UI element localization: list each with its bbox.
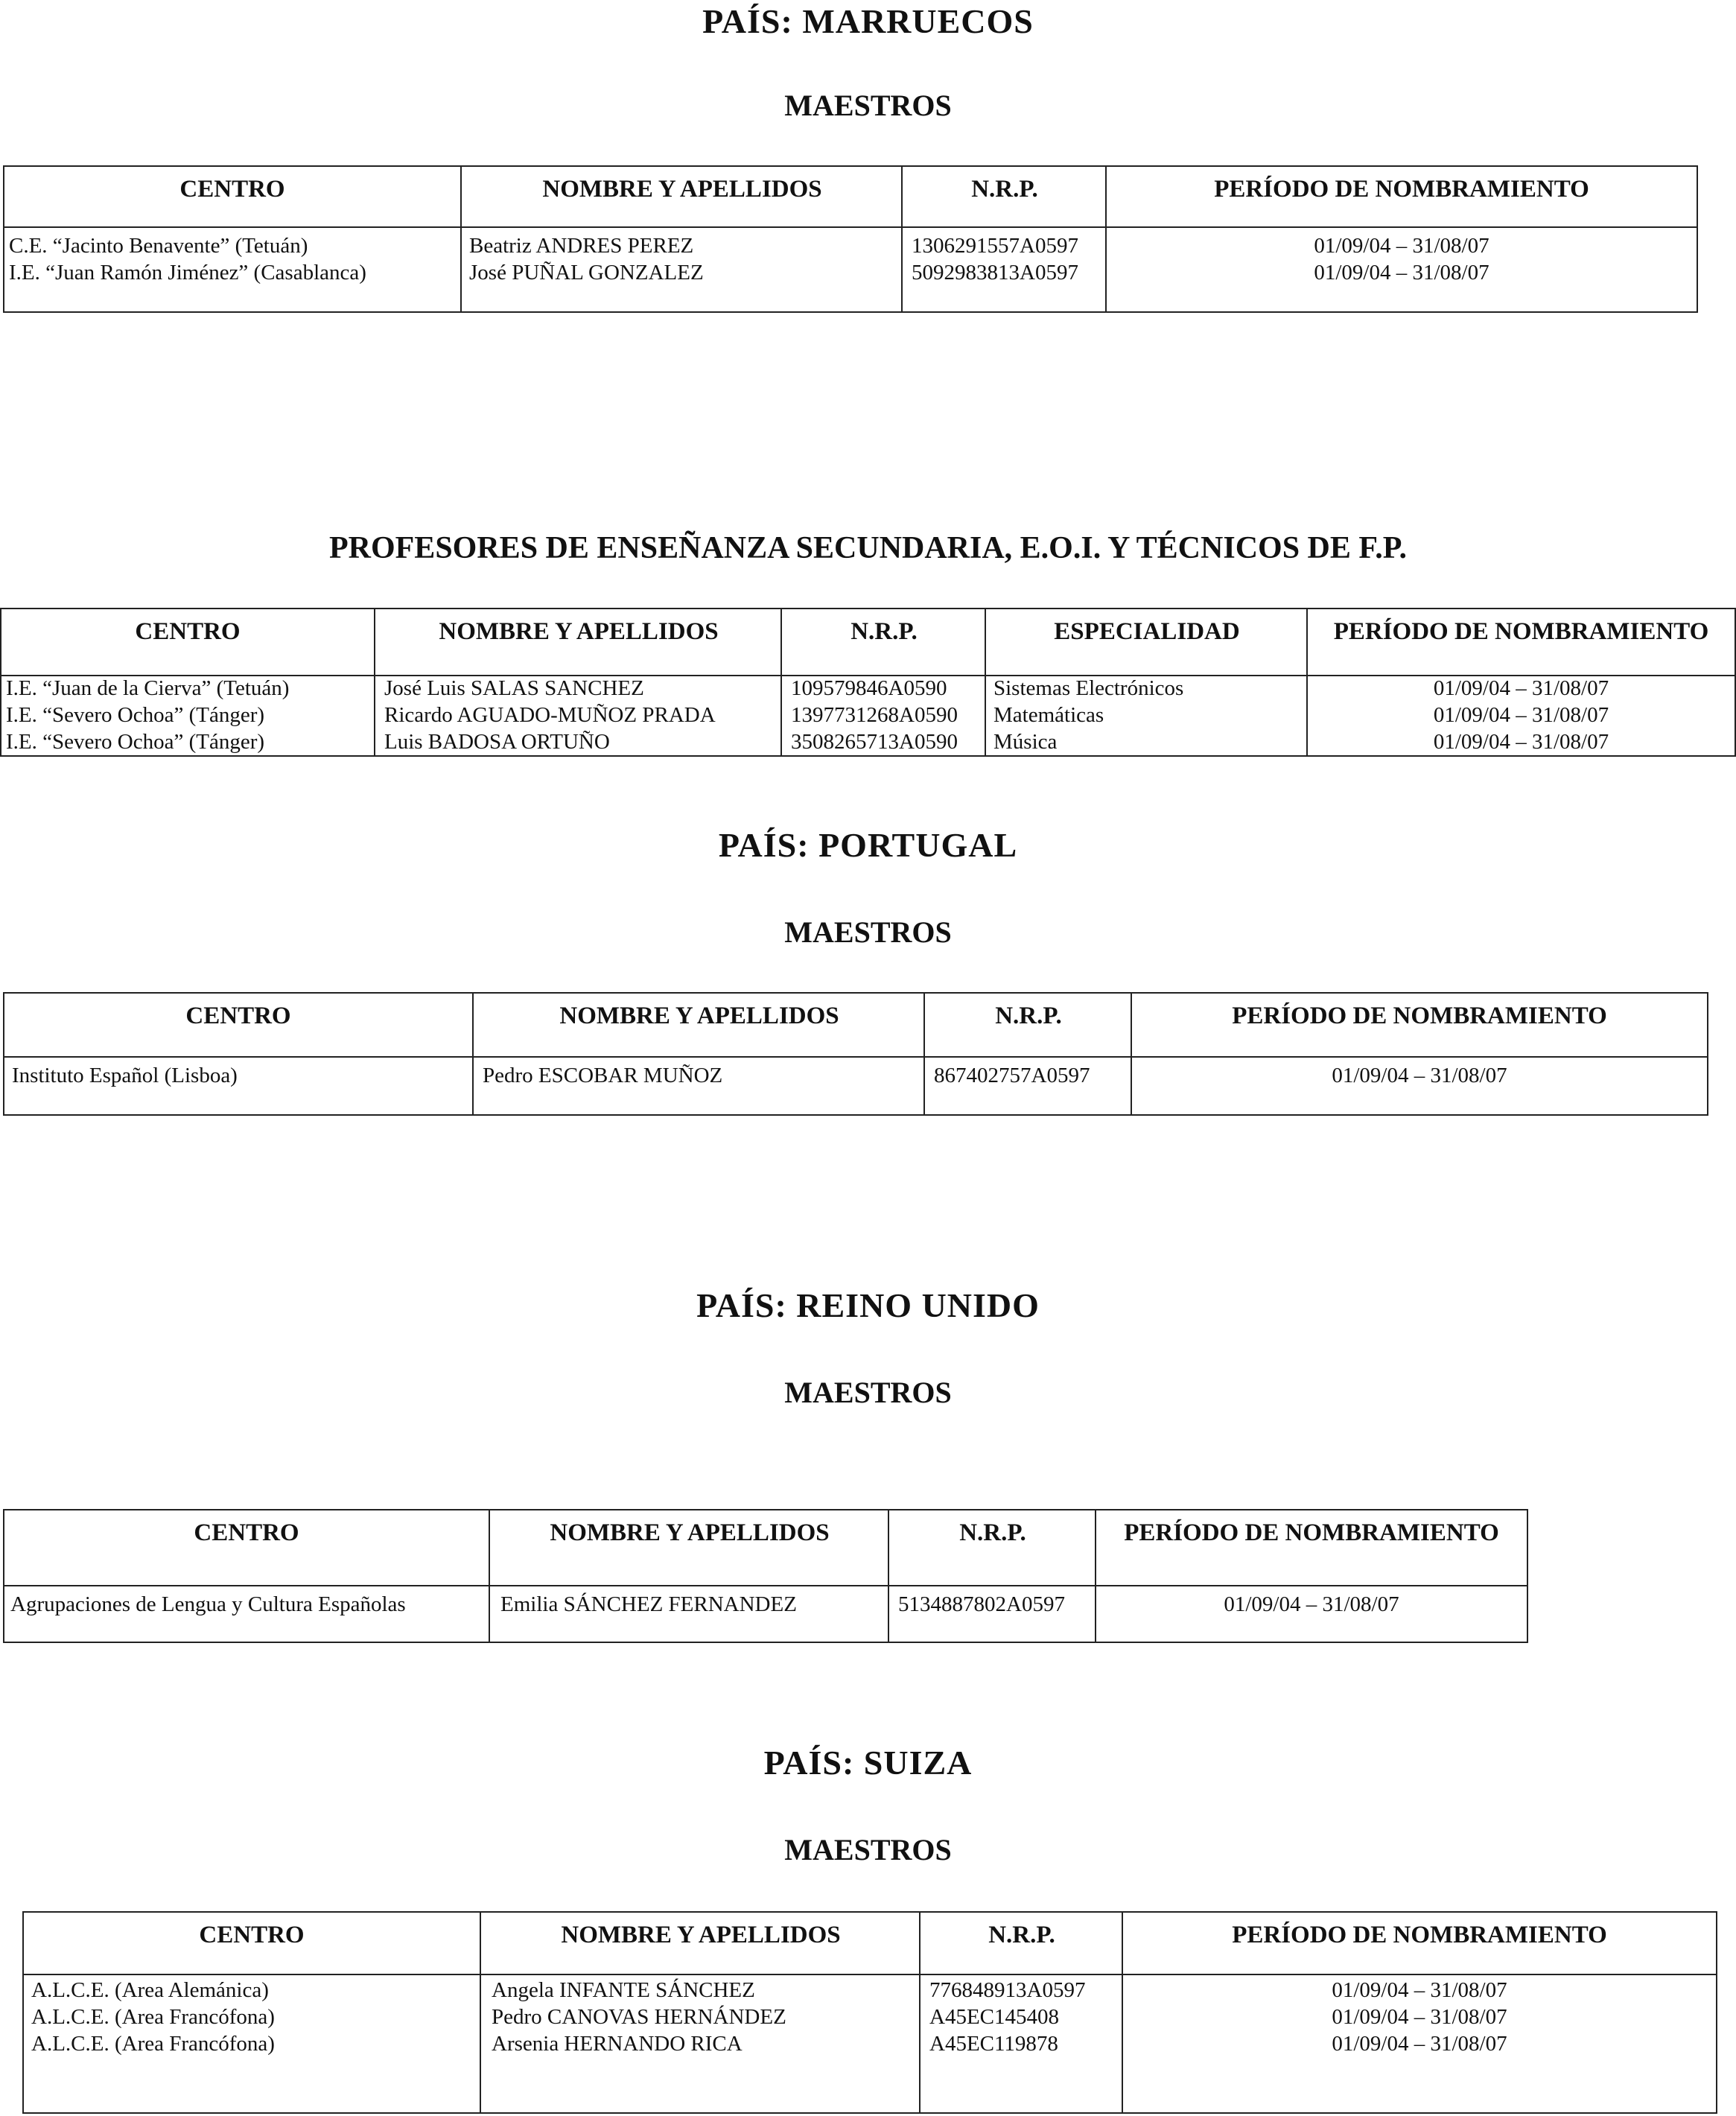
table-cell: Agrupaciones de Lengua y Cultura Españolas	[10, 1592, 406, 1616]
country-heading: PAÍS: PORTUGAL	[718, 826, 1018, 864]
table-cell: 5134887802A0597	[898, 1592, 1065, 1616]
column-header-nrp: N.R.P.	[988, 1922, 1055, 1948]
table-cell: Arsenia HERNANDO RICA	[492, 2032, 743, 2056]
table-cell: 867402757A0597	[934, 1064, 1090, 1087]
table-cell: I.E. “Juan Ramón Jiménez” (Casablanca)	[9, 261, 366, 285]
table-cell: José PUÑAL GONZALEZ	[469, 261, 704, 285]
table-cell: A.L.C.E. (Area Francófona)	[31, 2032, 275, 2056]
table-cell: Pedro CANOVAS HERNÁNDEZ	[492, 2005, 786, 2029]
column-header-nombre: NOMBRE Y APELLIDOS	[561, 1922, 841, 1948]
table-cell: 01/09/04 – 31/08/07	[1314, 234, 1489, 258]
teachers-table	[0, 608, 1736, 757]
table-cell: 01/09/04 – 31/08/07	[1224, 1592, 1399, 1616]
column-header-centro: CENTRO	[199, 1922, 305, 1948]
table-cell: Música	[993, 730, 1058, 754]
table-cell: Pedro ESCOBAR MUÑOZ	[483, 1064, 723, 1087]
column-header-centro: CENTRO	[179, 176, 285, 203]
table-cell: 109579846A0590	[791, 676, 947, 700]
column-header-centro: CENTRO	[194, 1519, 299, 1546]
column-header-nrp: N.R.P.	[850, 618, 918, 645]
table-cell: 01/09/04 – 31/08/07	[1433, 703, 1609, 727]
table-cell: 01/09/04 – 31/08/07	[1433, 730, 1609, 754]
table-cell: 01/09/04 – 31/08/07	[1314, 261, 1489, 285]
column-header-nrp: N.R.P.	[971, 176, 1038, 203]
table-cell: Emilia SÁNCHEZ FERNANDEZ	[500, 1592, 797, 1616]
table-cell: Angela INFANTE SÁNCHEZ	[492, 1978, 755, 2002]
column-header-periodo: PERÍODO DE NOMBRAMIENTO	[1124, 1519, 1499, 1546]
teachers-table	[3, 1509, 1528, 1643]
table-cell: Sistemas Electrónicos	[993, 676, 1184, 700]
table-cell: Luis BADOSA ORTUÑO	[384, 730, 610, 754]
column-header-nombre: NOMBRE Y APELLIDOS	[439, 618, 719, 645]
table-cell: Instituto Español (Lisboa)	[12, 1064, 238, 1087]
column-header-periodo: PERÍODO DE NOMBRAMIENTO	[1232, 1922, 1607, 1948]
table-cell: 1306291557A0597	[912, 234, 1078, 258]
column-header-nombre: NOMBRE Y APELLIDOS	[542, 176, 822, 203]
table-cell: 3508265713A0590	[791, 730, 958, 754]
table-cell: A.L.C.E. (Area Francófona)	[31, 2005, 275, 2029]
table-cell: 776848913A0597	[929, 1978, 1086, 2002]
column-header-nrp: N.R.P.	[995, 1003, 1062, 1029]
column-header-nrp: N.R.P.	[959, 1519, 1026, 1546]
category-heading: PROFESORES DE ENSEÑANZA SECUNDARIA, E.O.I. Y TÉCNICOS DE F.P.	[329, 531, 1407, 565]
country-heading: PAÍS: SUIZA	[763, 1744, 973, 1782]
teachers-table	[3, 165, 1698, 313]
table-cell: 5092983813A0597	[912, 261, 1078, 285]
teachers-table	[22, 1911, 1717, 2114]
column-header-centro: CENTRO	[135, 618, 241, 645]
table-cell: A45EC119878	[929, 2032, 1058, 2056]
table-cell: 01/09/04 – 31/08/07	[1332, 2032, 1507, 2056]
table-cell: I.E. “Severo Ochoa” (Tánger)	[6, 730, 265, 754]
country-heading: PAÍS: REINO UNIDO	[696, 1286, 1040, 1324]
table-cell: Matemáticas	[993, 703, 1104, 727]
table-cell: José Luis SALAS SANCHEZ	[384, 676, 644, 700]
table-cell: A45EC145408	[929, 2005, 1059, 2029]
column-header-nombre: NOMBRE Y APELLIDOS	[559, 1003, 839, 1029]
column-header-nombre: NOMBRE Y APELLIDOS	[550, 1519, 830, 1546]
category-heading: MAESTROS	[784, 1833, 952, 1866]
category-heading: MAESTROS	[784, 89, 952, 122]
column-header-centro: CENTRO	[185, 1003, 291, 1029]
table-cell: C.E. “Jacinto Benavente” (Tetuán)	[9, 234, 308, 258]
column-header-periodo: PERÍODO DE NOMBRAMIENTO	[1333, 618, 1709, 645]
category-heading: MAESTROS	[784, 915, 952, 949]
table-cell: Ricardo AGUADO-MUÑOZ PRADA	[384, 703, 716, 727]
column-header-periodo: PERÍODO DE NOMBRAMIENTO	[1232, 1003, 1607, 1029]
table-cell: 01/09/04 – 31/08/07	[1433, 676, 1609, 700]
country-heading: PAÍS: MARRUECOS	[702, 2, 1034, 40]
table-cell: I.E. “Juan de la Cierva” (Tetuán)	[6, 676, 290, 700]
table-cell: A.L.C.E. (Area Alemánica)	[31, 1978, 269, 2002]
category-heading: MAESTROS	[784, 1376, 952, 1409]
table-cell: 1397731268A0590	[791, 703, 958, 727]
table-cell: 01/09/04 – 31/08/07	[1332, 1064, 1507, 1087]
table-cell: 01/09/04 – 31/08/07	[1332, 2005, 1507, 2029]
table-cell: 01/09/04 – 31/08/07	[1332, 1978, 1507, 2002]
table-cell: I.E. “Severo Ochoa” (Tánger)	[6, 703, 265, 727]
teachers-table	[3, 992, 1708, 1116]
column-header-especialidad: ESPECIALIDAD	[1054, 618, 1240, 645]
column-header-periodo: PERÍODO DE NOMBRAMIENTO	[1214, 176, 1589, 203]
table-cell: Beatriz ANDRES PEREZ	[469, 234, 694, 258]
